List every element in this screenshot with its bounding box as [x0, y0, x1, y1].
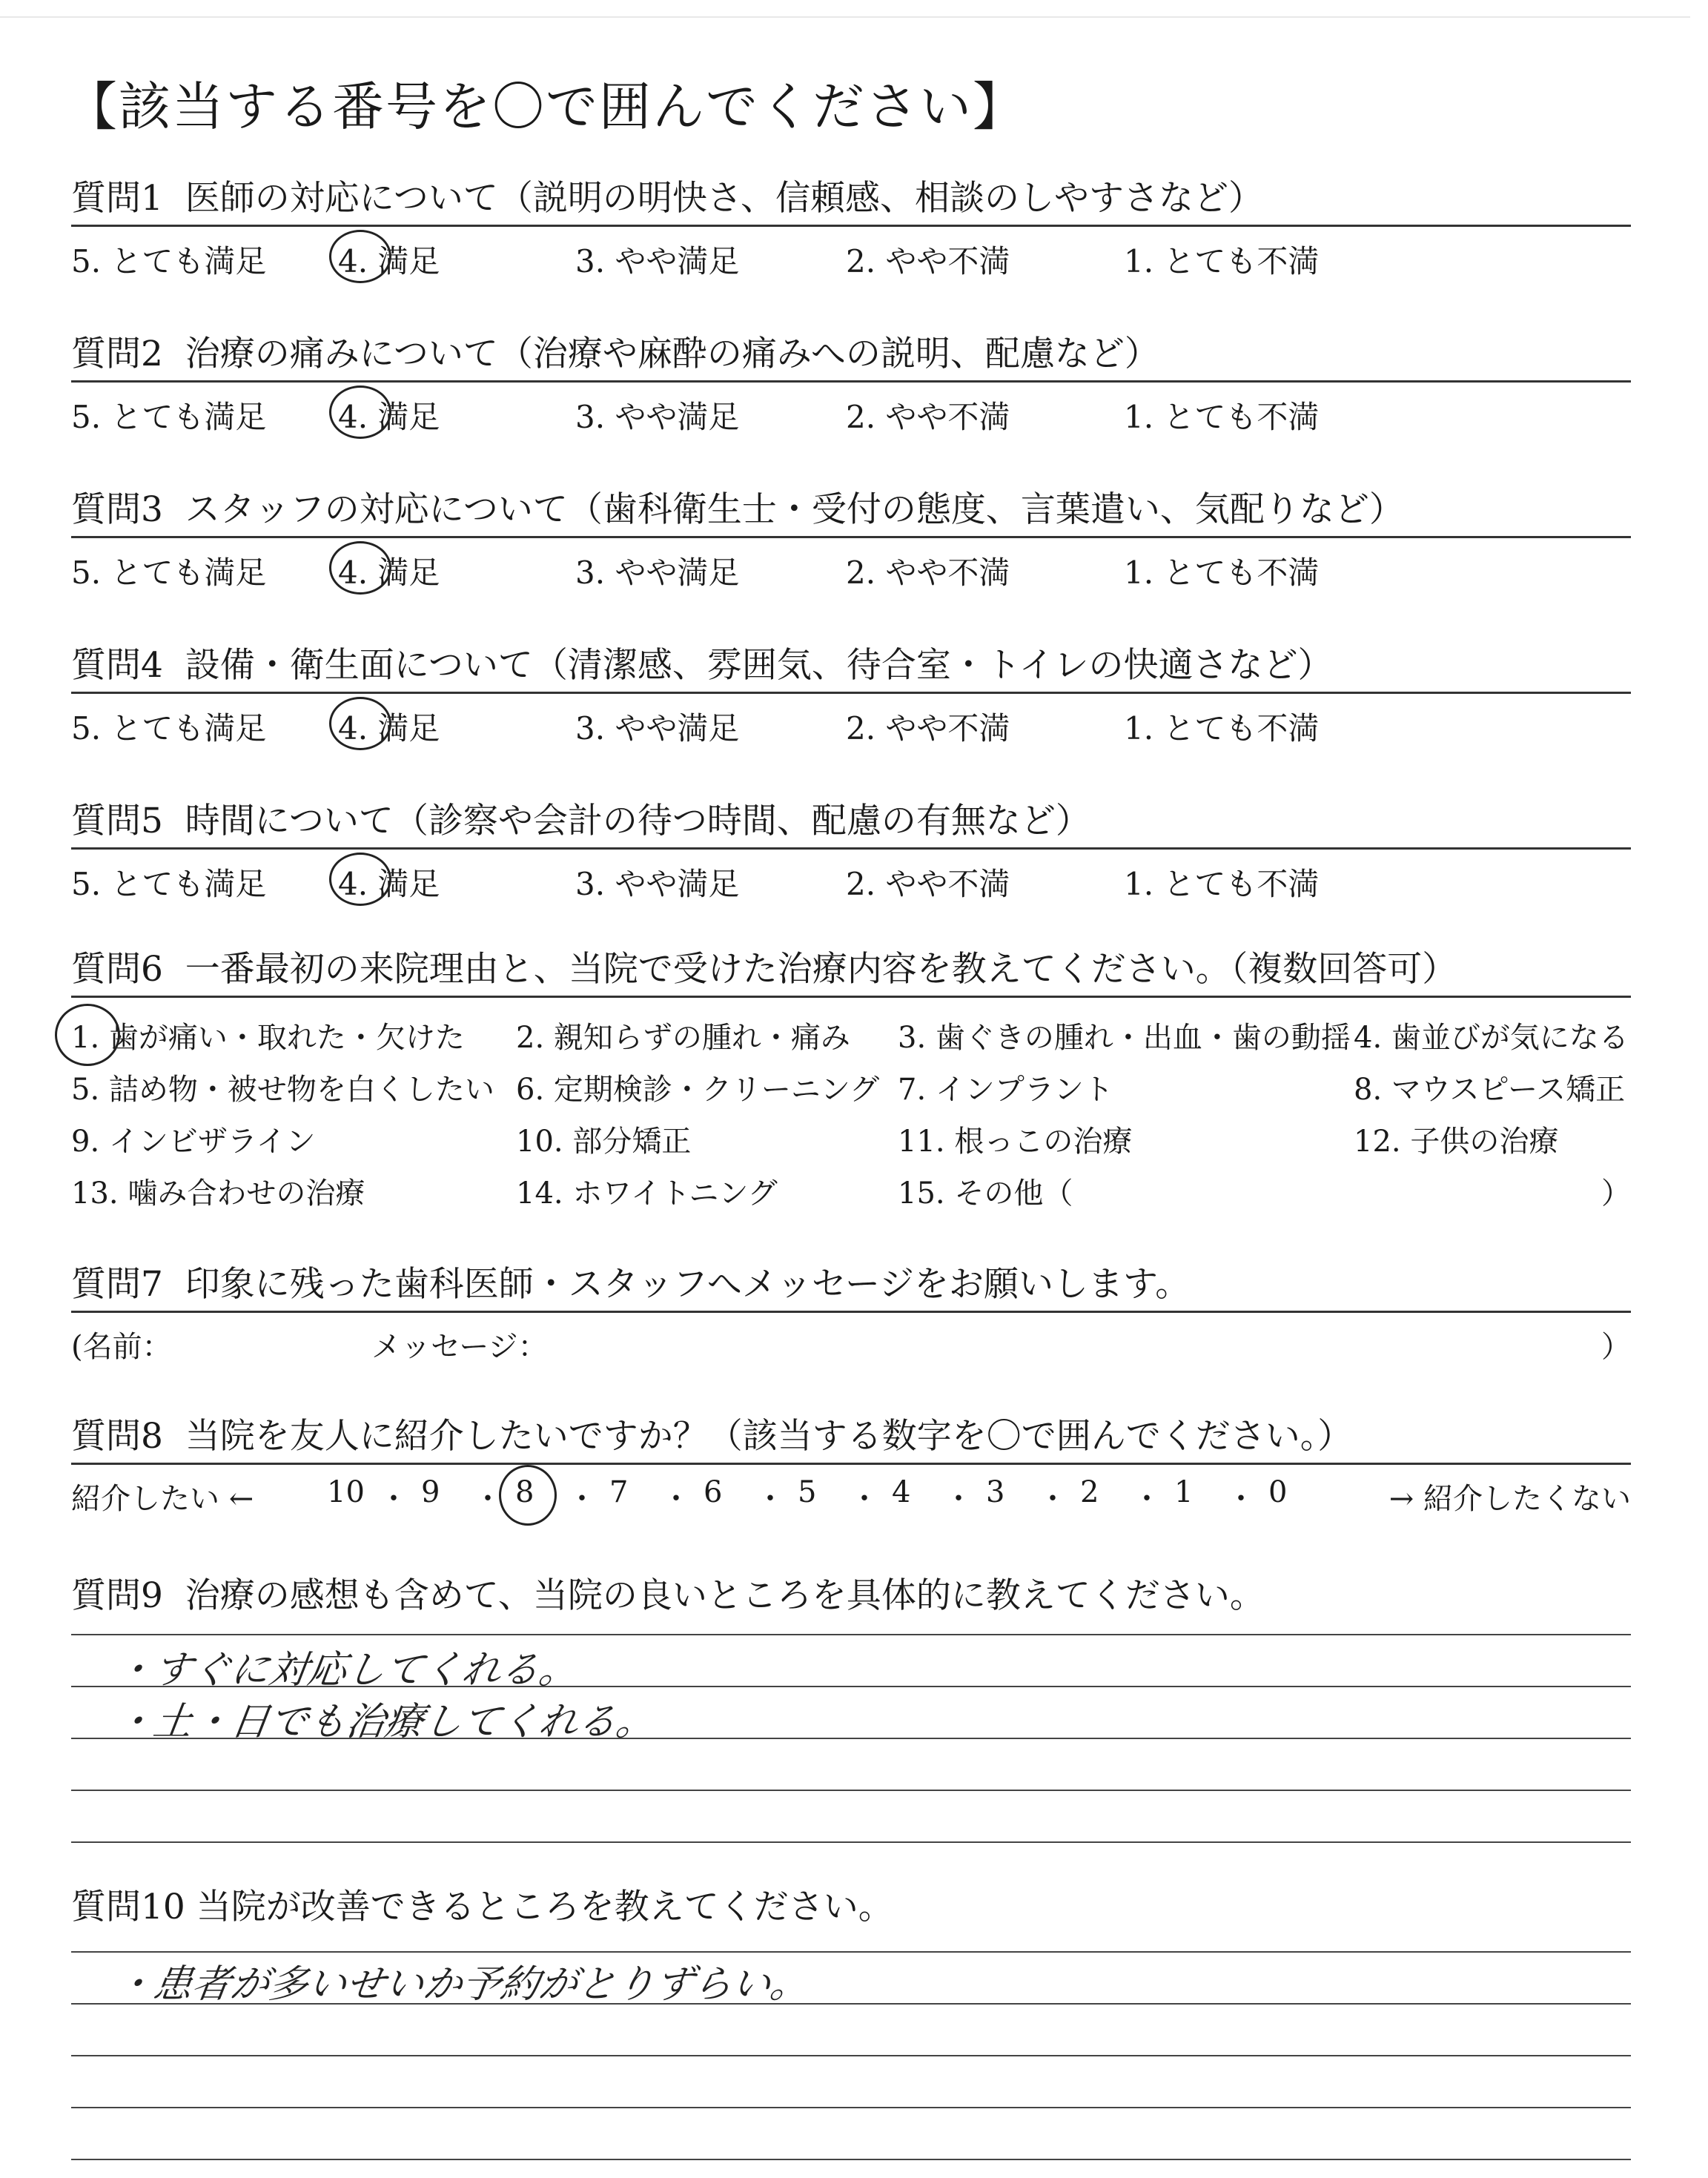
rating-option[interactable]: 5. とても満足	[71, 866, 267, 902]
question-1-heading	[71, 171, 1631, 227]
rating-option[interactable]: 3. やや満足	[575, 555, 740, 591]
treatment-option[interactable]: 6. 定期検診・クリーニング	[516, 1073, 880, 1107]
rating-option[interactable]: 4. 満足	[338, 399, 440, 435]
question-label: 質問1	[71, 178, 163, 219]
scan-edge-line	[0, 16, 1690, 18]
rating-option[interactable]: 3. やや満足	[575, 399, 740, 435]
rating-option[interactable]: 5. とても満足	[71, 710, 267, 747]
treatment-option[interactable]: 1. 歯が痛い・取れた・欠けた	[71, 1021, 465, 1055]
question-label: 質問10	[71, 1887, 185, 1927]
rating-option[interactable]: 4. 満足	[338, 710, 440, 747]
question-5-heading	[71, 793, 1631, 850]
question-label: 質問9	[71, 1575, 163, 1616]
rating-option[interactable]: 1. とても不満	[1124, 710, 1320, 747]
rating-option[interactable]: 2. やや不満	[846, 555, 1010, 591]
question-10-heading	[71, 1879, 1631, 1933]
treatment-option[interactable]: 9. インビザライン	[71, 1125, 316, 1159]
scale-separator: ・	[850, 1482, 879, 1516]
rating-option[interactable]: 2. やや不満	[846, 243, 1010, 279]
question-text: スタッフの対応について（歯科衛生士・受付の態度、言葉遣い、気配りなど）	[185, 489, 1404, 530]
scale-number[interactable]: 5	[798, 1475, 817, 1509]
message-close-paren: ）	[1601, 1330, 1631, 1364]
scale-separator: ・	[944, 1482, 973, 1516]
scale-number[interactable]: 7	[609, 1475, 629, 1509]
question-9	[71, 1568, 1631, 1904]
scale-number[interactable]: 4	[892, 1475, 911, 1509]
answer-lines-q10[interactable]	[71, 1933, 1631, 2178]
treatment-option[interactable]: ）	[1601, 1176, 1631, 1211]
treatment-option[interactable]: 5. 詰め物・被せ物を白くしたい	[71, 1073, 494, 1107]
rating-option[interactable]: 1. とても不満	[1124, 243, 1320, 279]
rating-options	[71, 383, 1631, 435]
question-label: 質問4	[71, 645, 163, 686]
rating-options	[71, 538, 1631, 591]
question-3	[71, 482, 1631, 591]
question-2	[71, 326, 1631, 435]
form-title: 【該当する番号を〇で囲んでください】	[65, 76, 1026, 137]
question-5	[71, 793, 1631, 902]
question-text: 治療の痛みについて（治療や麻酔の痛みへの説明、配慮など）	[185, 334, 1159, 374]
treatment-option[interactable]: 12. 子供の治療	[1354, 1125, 1559, 1159]
treatment-option[interactable]: 2. 親知らずの腫れ・痛み	[516, 1021, 850, 1055]
rating-options	[71, 694, 1631, 747]
question-text: 医師の対応について（説明の明快さ、信頼感、相談のしやすさなど）	[185, 178, 1263, 219]
question-4-heading	[71, 638, 1631, 694]
scale-separator: ・	[661, 1482, 691, 1516]
scale-number[interactable]: 8	[515, 1475, 534, 1509]
scale-separator: ・	[473, 1482, 503, 1516]
question-8	[71, 1409, 1631, 1517]
question-text: 一番最初の来院理由と、当院で受けた治療内容を教えてください。（複数回答可）	[185, 949, 1457, 990]
question-9-heading	[71, 1568, 1631, 1622]
question-7	[71, 1257, 1631, 1365]
rating-option[interactable]: 2. やや不満	[846, 866, 1010, 902]
treatment-option[interactable]: 3. 歯ぐきの腫れ・出血・歯の動揺	[898, 1021, 1351, 1055]
rating-option[interactable]: 5. とても満足	[71, 555, 267, 591]
answer-lines-q9[interactable]	[71, 1622, 1631, 1904]
treatment-option[interactable]: 11. 根っこの治療	[898, 1125, 1133, 1159]
treatment-option[interactable]: 8. マウスピース矯正	[1354, 1073, 1626, 1107]
question-3-heading	[71, 482, 1631, 538]
scale-left-label: 紹介したい ←	[71, 1482, 254, 1516]
scale-number[interactable]: 2	[1080, 1475, 1099, 1509]
message-row	[71, 1313, 1631, 1365]
rating-option[interactable]: 3. やや満足	[575, 243, 740, 279]
rating-option[interactable]: 1. とても不満	[1124, 399, 1320, 435]
scale-number[interactable]: 3	[986, 1475, 1005, 1509]
rating-option[interactable]: 2. やや不満	[846, 399, 1010, 435]
question-text: 時間について（診察や会計の待つ時間、配慮の有無など）	[185, 801, 1090, 841]
scale-separator: ・	[1226, 1482, 1256, 1516]
scale-number[interactable]: 1	[1174, 1475, 1194, 1509]
question-1	[71, 171, 1631, 279]
question-8-heading	[71, 1409, 1631, 1465]
rating-option[interactable]: 3. やや満足	[575, 866, 740, 902]
rating-options	[71, 227, 1631, 279]
scale-separator: ・	[1038, 1482, 1068, 1516]
rating-option[interactable]: 3. やや満足	[575, 710, 740, 747]
scale-separator: ・	[567, 1482, 597, 1516]
question-label: 質問3	[71, 489, 163, 530]
handwritten-answer: ・すぐに対応してくれる。	[112, 1648, 581, 1692]
rating-option[interactable]: 1. とても不満	[1124, 555, 1320, 591]
question-label: 質問7	[71, 1264, 163, 1305]
recommend-scale	[71, 1465, 1631, 1517]
rating-option[interactable]: 4. 満足	[338, 555, 440, 591]
treatment-option[interactable]: 13. 噛み合わせの治療	[71, 1176, 365, 1211]
scale-number[interactable]: 0	[1268, 1475, 1288, 1509]
rating-option[interactable]: 4. 満足	[338, 866, 440, 902]
question-7-heading	[71, 1257, 1631, 1313]
treatment-option[interactable]: 7. インプラント	[898, 1073, 1113, 1107]
name-field-label[interactable]: (名前：	[71, 1330, 172, 1364]
scale-right-label: → 紹介したくない	[1388, 1482, 1631, 1516]
treatment-option[interactable]: 10. 部分矯正	[516, 1125, 692, 1159]
scale-separator: ・	[379, 1482, 408, 1516]
question-text: 設備・衛生面について（清潔感、雰囲気、待合室・トイレの快適さなど）	[185, 645, 1333, 686]
treatment-option[interactable]: 14. ホワイトニング	[516, 1176, 778, 1211]
treatment-options	[71, 998, 1631, 1213]
question-6-heading	[71, 941, 1631, 998]
rating-option[interactable]: 5. とても満足	[71, 243, 267, 279]
handwritten-answer: ・土・日でも治療してくれる。	[112, 1700, 658, 1744]
rating-option[interactable]: 4. 満足	[338, 243, 440, 279]
question-label: 質問8	[71, 1416, 163, 1457]
scale-number[interactable]: 9	[421, 1475, 440, 1509]
scale-separator: ・	[1132, 1482, 1162, 1516]
question-label: 質問6	[71, 949, 163, 990]
rating-options	[71, 850, 1631, 902]
question-text: 当院が改善できるところを教えてください。	[196, 1887, 893, 1927]
question-2-heading	[71, 326, 1631, 383]
question-10	[71, 1879, 1631, 2178]
question-label: 質問5	[71, 801, 163, 841]
question-6	[71, 941, 1631, 1213]
treatment-option[interactable]: 4. 歯並びが気になる	[1354, 1021, 1629, 1055]
rating-option[interactable]: 2. やや不満	[846, 710, 1010, 747]
message-field-label[interactable]: メッセージ：	[371, 1330, 548, 1364]
scale-number[interactable]: 6	[704, 1475, 723, 1509]
question-text: 当院を友人に紹介したいですか？（該当する数字を〇で囲んでください。）	[185, 1416, 1353, 1457]
handwritten-answer: ・患者が多いせいか予約がとりずらい。	[112, 1962, 812, 2007]
treatment-option[interactable]: 15. その他（	[898, 1176, 1073, 1211]
question-label: 質問2	[71, 334, 163, 374]
scale-separator: ・	[755, 1482, 785, 1516]
question-text: 印象に残った歯科医師・スタッフへメッセージをお願いします。	[185, 1264, 1191, 1305]
rating-option[interactable]: 5. とても満足	[71, 399, 267, 435]
scale-number[interactable]: 10	[327, 1475, 365, 1509]
question-text: 治療の感想も含めて、当院の良いところを具体的に教えてください。	[185, 1575, 1265, 1616]
question-4	[71, 638, 1631, 747]
rating-option[interactable]: 1. とても不満	[1124, 866, 1320, 902]
